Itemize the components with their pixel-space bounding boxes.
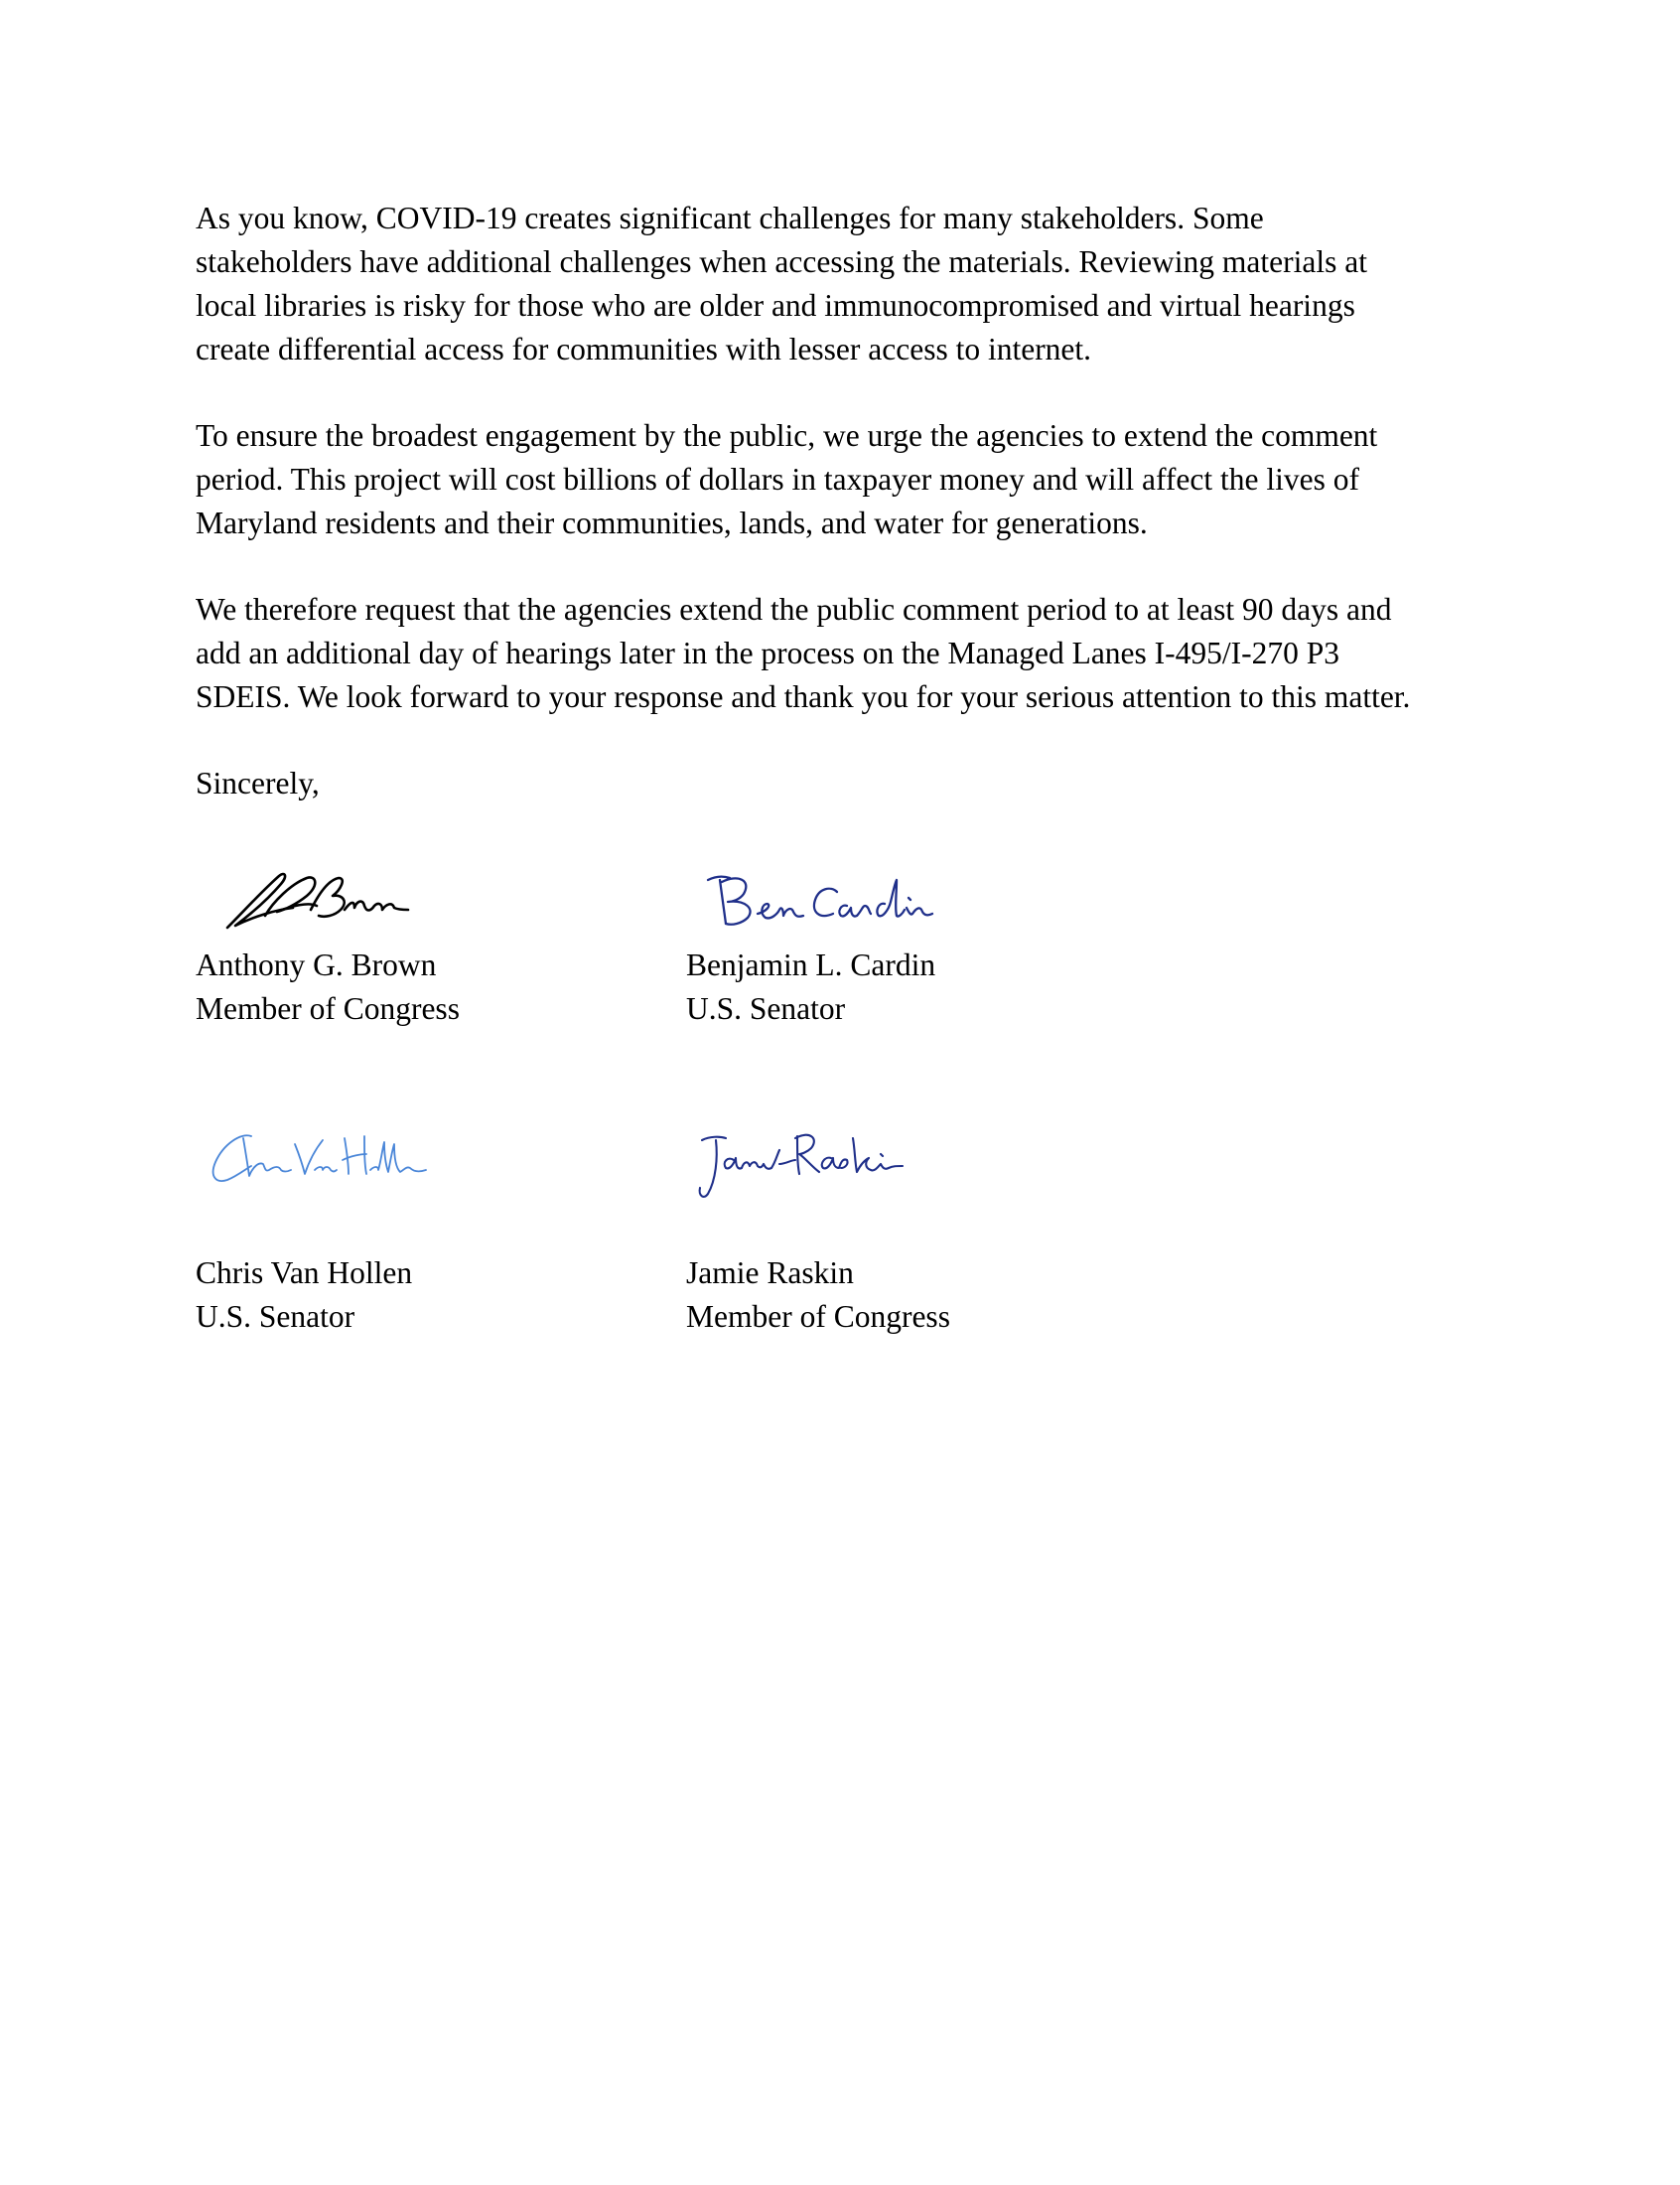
signer-name: Anthony G. Brown	[196, 947, 437, 982]
signer-title: Member of Congress	[196, 991, 460, 1026]
paragraph-line: local libraries is risky for those who are older and immunocompromised and virtual hearings	[196, 288, 1355, 323]
paragraph-line: stakeholders have additional challenges when accessing the materials. Reviewing materials at	[196, 244, 1367, 279]
signer-title: Member of Congress	[686, 1299, 950, 1334]
paragraph-line: create differential access for communities with lesser access to internet.	[196, 332, 1092, 366]
paragraph-request	[196, 588, 1496, 719]
signer-title: U.S. Senator	[686, 991, 846, 1026]
paragraph-covid	[196, 197, 1496, 371]
handwritten-signature-raskin	[686, 1110, 1202, 1200]
paragraph-line: add an additional day of hearings later in the process on the Managed Lanes I-495/I-270 P3	[196, 636, 1340, 670]
closing-salutation: Sincerely,	[196, 766, 320, 801]
signature-block-raskin	[686, 1110, 1202, 1339]
signer-title: U.S. Senator	[196, 1299, 355, 1334]
handwritten-signature-brown	[196, 854, 712, 944]
signer-name: Chris Van Hollen	[196, 1255, 413, 1290]
signer-name: Benjamin L. Cardin	[686, 947, 936, 982]
signature-block-brown	[196, 854, 712, 1031]
signature-spacer	[686, 1200, 1202, 1251]
paragraph-engagement	[196, 414, 1496, 545]
letter-body	[196, 197, 1496, 805]
signature-block-van-hollen	[196, 1110, 712, 1339]
paragraph-line: To ensure the broadest engagement by the public, we urge the agencies to extend the comment	[196, 418, 1378, 453]
handwritten-signature-van-hollen	[196, 1110, 712, 1200]
paragraph-line: As you know, COVID-19 creates significant challenges for many stakeholders. Some	[196, 201, 1264, 235]
signature-spacer	[196, 1200, 712, 1251]
handwritten-signature-cardin	[686, 854, 1202, 944]
paragraph-line: We therefore request that the agencies extend the public comment period to at least 90 days and	[196, 592, 1392, 627]
paragraph-line: Maryland residents and their communities, lands, and water for generations.	[196, 506, 1148, 540]
paragraph-line: period. This project will cost billions of dollars in taxpayer money and will affect the lives of	[196, 462, 1359, 497]
signer-name: Jamie Raskin	[686, 1255, 854, 1290]
paragraph-line: SDEIS. We look forward to your response and thank you for your serious attention to this matter.	[196, 679, 1411, 714]
signature-block-cardin	[686, 854, 1202, 1031]
